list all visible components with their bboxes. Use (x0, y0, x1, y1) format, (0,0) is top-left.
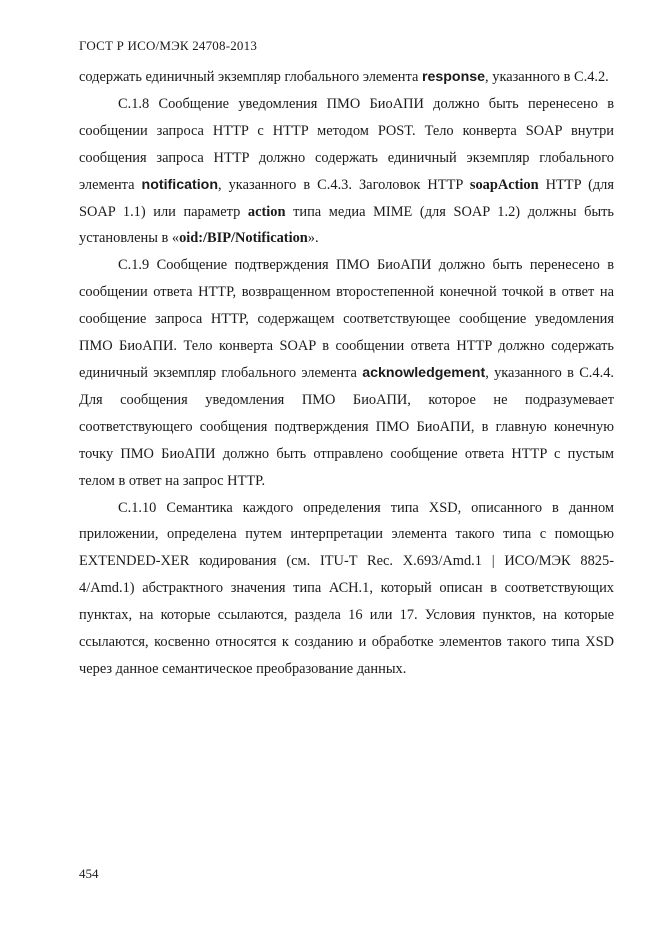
text-run: типа медиа MIME (для SOAP 1.2) должны быть установлены в « (79, 203, 614, 247)
document-header: ГОСТ Р ИСО/МЭК 24708-2013 (79, 38, 258, 53)
paragraph-c-1-10 (79, 495, 614, 683)
keyword-soapaction: soapAction (469, 176, 539, 193)
paragraph-continuation (79, 64, 614, 91)
keyword-response: response (421, 69, 486, 85)
keyword-acknowledgement: acknowledgement (362, 364, 486, 381)
keyword-notification: notification (141, 176, 218, 193)
document-body (79, 64, 614, 683)
text-run: С.1.9 Сообщение подтверждения ПМО БиоАПИ должно быть перенесено в сообщении ответа HTTP, возвращенном второстепенной конечной точкой в ответ на сообщение запроса HTTP, содержащем соответствующее сообщение уведомления ПМО БиоАПИ. Тело конверта SOAP в сообщении ответа HTTP должно содержать единичный экземпляр глобального элемента (79, 257, 614, 381)
text-run: , указанного в С.4.4. Для сообщения уведомления ПМО БиоАПИ, которое не подразумевает соответствующего сообщения подтверждения ПМО БиоАПИ, в главную конечную точку ПМО БиоАПИ должно быть отправлено сообщение ответа HTTP с пустым телом в ответ на запрос HTTP. (79, 364, 614, 489)
text-run: содержать единичный экземпляр глобального элемента (79, 69, 422, 85)
page-number: 454 (79, 866, 99, 881)
keyword-action: action (247, 203, 286, 220)
text-run: , указанного в С.4.2. (485, 69, 609, 85)
text-run: С.1.10 Семантика каждого определения типа XSD, описанного в данном приложении, определена путем интерпретации элемента такого типа с помощью EXTENDED-XER кодирования (см. ITU-T Rec. X.693/Amd.1 | ИСО/МЭК 8825-4/Amd.1) абстрактного значения типа АСН.1, который описан в соответствующих пунктах, на которые ссылаются, раздела 16 или 17. Условия пунктов, на которые ссылаются, косвенно относятся к созданию и обработке элементов такого типа XSD через данное семантическое преобразование данных. (79, 499, 614, 677)
paragraph-c-1-9 (79, 252, 614, 494)
text-run: С.1.8 Сообщение уведомления ПМО БиоАПИ должно быть перенесено в сообщении запроса HTTP с HTTP методом POST. Тело конверта SOAP внутри сообщения запроса HTTP должно содержать единичный экземпляр глобального элемента (79, 95, 614, 193)
text-run: ». (307, 230, 319, 247)
paragraph-c-1-8 (79, 91, 614, 252)
keyword-oid: oid:/BIP/Notification (179, 230, 308, 247)
text-run: HTTP (для SOAP 1.1) или параметр (79, 176, 614, 220)
text-run: , указанного в С.4.3. Заголовок HTTP (218, 176, 470, 193)
